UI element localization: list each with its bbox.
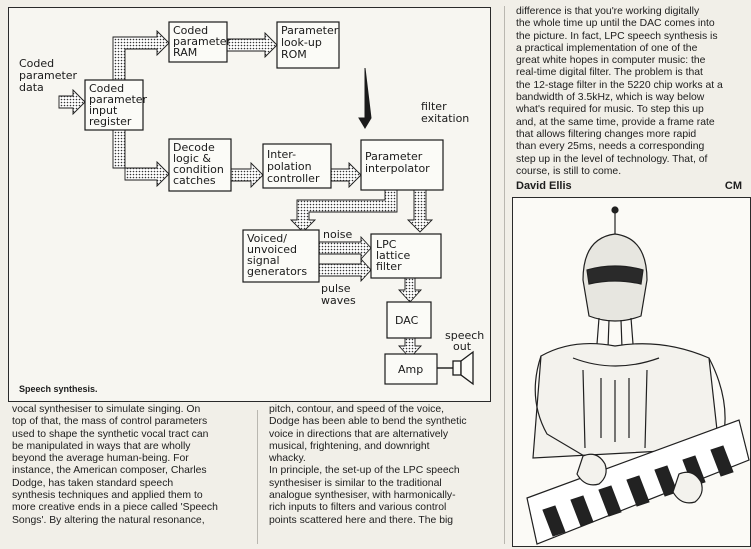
text-line: difference is that you're working digitally: [516, 6, 700, 17]
text-line: used to shape the synthetic vocal tract can: [12, 428, 209, 440]
label-filter-exitation: filter exitation: [421, 100, 470, 125]
label-dac: DAC: [395, 314, 419, 327]
text-line: vocal synthesiser to simulate singing. On: [12, 404, 201, 415]
label-pulse-waves: pulse waves: [321, 282, 356, 307]
label-speech-out: speech out: [445, 329, 485, 353]
speaker-icon: [453, 352, 473, 384]
text-line: bandwidth of 3.5kHz, which is way below: [516, 92, 705, 104]
label-input-register: Coded parameter input register: [89, 82, 148, 128]
text-line: the whole time up until the DAC comes into: [516, 18, 715, 30]
text-line: synthesiser is similar to the traditional: [269, 477, 442, 489]
text-line: beyond the average human-being. For: [12, 453, 189, 465]
author-name: David Ellis: [516, 180, 572, 192]
text-line: Dodge has been able to bend the synthetic: [269, 416, 467, 428]
label-coded-parameter-data: Coded parameter data: [19, 57, 78, 94]
text-line: great white hopes in computer music: the: [516, 55, 706, 67]
text-line: whacky.: [269, 453, 306, 465]
text-line: the 12-stage filter in the 5220 chip works at a: [516, 79, 723, 91]
text-line: In principle, the set-up of the LPC speech: [269, 465, 460, 477]
text-line: than every 25ms, needs a corresponding: [516, 141, 705, 153]
arrow-register-decode: [113, 130, 169, 186]
arrow-ram-rom: [225, 33, 277, 57]
arrow-lattice-dac: [399, 278, 421, 302]
text-line: step up in the level of technology. That, of: [516, 153, 708, 165]
text-line: Songs'. By altering the natural resonance,: [12, 514, 205, 526]
text-line: that allows filtering changes more rapid: [516, 128, 697, 140]
arrow-data-input: [59, 90, 85, 114]
article-column-left: [12, 404, 242, 527]
label-signal-generators: Voiced/ unvoiced signal generators: [247, 232, 308, 278]
arrow-interpolator-lattice: [408, 190, 432, 232]
column-divider: [257, 410, 258, 544]
text-line: synthesis techniques and applied them to: [12, 490, 203, 502]
label-lookup-rom: Parameter look-up ROM: [281, 24, 339, 61]
text-line: voice in directions that are alternatively: [269, 428, 449, 440]
byline: [516, 180, 742, 192]
magazine-signoff: CM: [724, 180, 742, 192]
arrow-rom-interpolator: [359, 68, 371, 128]
label-noise: noise: [323, 228, 353, 241]
arrow-pulse: [319, 259, 371, 281]
diagram-caption: Speech synthesis.: [19, 384, 98, 394]
text-line: Dodge, has taken standard speech: [12, 477, 174, 489]
label-amp: Amp: [398, 363, 424, 376]
text-line: instance, the American composer, Charles: [12, 465, 207, 477]
text-line: the picture. In fact, LPC speech synthesis is: [516, 30, 718, 42]
text-line: points scattered here and there. The big: [269, 514, 454, 526]
text-line: what's required for music. To step this up: [516, 104, 704, 116]
article-column-right: [516, 6, 744, 178]
text-line: more creative ends in a piece called 'Speech: [12, 502, 218, 514]
arrow-register-ram: [113, 31, 169, 80]
arrow-interpolator-generators: [291, 190, 397, 232]
text-line: analogue synthesiser, with harmonically-: [269, 490, 456, 502]
text-line: real-time digital filter. The problem is that: [516, 67, 703, 79]
text-line: pitch, contour, and speed of the voice,: [269, 404, 445, 415]
label-parameter-ram: Coded parameter RAM: [173, 24, 232, 59]
label-decode-logic: Decode logic & condition catches: [173, 141, 224, 187]
text-line: top of that, the mass of control parameters: [12, 416, 208, 428]
text-line: rich inputs to filters and various control: [269, 502, 447, 514]
article-column-middle: [269, 404, 493, 527]
text-line: course, is still to come.: [516, 165, 622, 177]
arrow-controller-interpolator: [331, 163, 361, 187]
arrow-decode-controller: [231, 163, 263, 187]
column-divider: [504, 6, 505, 544]
text-line: and, at the same time, provide a frame rate: [516, 116, 715, 128]
robot-figure-image: [513, 198, 750, 546]
block-diagram: [8, 7, 491, 402]
text-line: a practical implementation of one of the: [516, 42, 698, 54]
speech-synthesis-diagram: [9, 8, 490, 401]
label-interpolation-controller: Inter-polation controller: [267, 148, 320, 185]
robot-keyboard-illustration: [512, 197, 751, 547]
text-line: be manipulated in ways that are wholly: [12, 440, 191, 452]
label-parameter-interpolator: Parameter interpolator: [365, 150, 430, 175]
text-line: musical, frightening, and downright: [269, 440, 430, 452]
label-lattice-filter: LPC lattice filter: [376, 238, 411, 273]
